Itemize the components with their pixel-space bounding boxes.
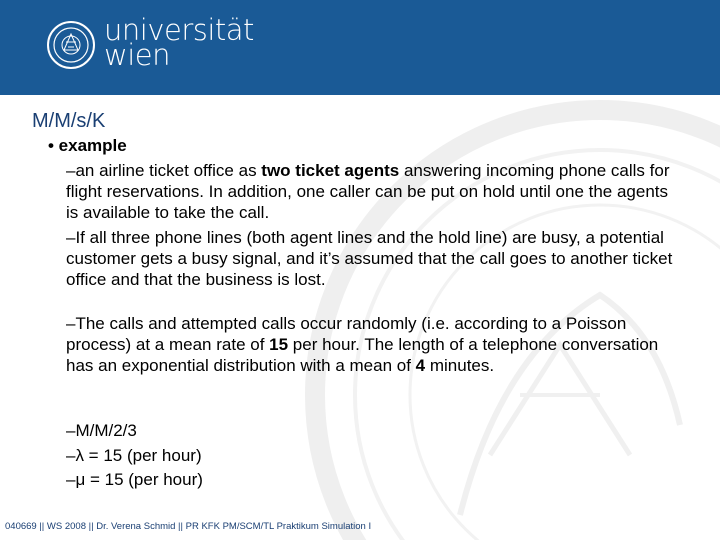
mu-line: –μ = 15 (per hour) xyxy=(66,470,203,489)
slide-title: M/M/s/K xyxy=(32,110,106,132)
para3-bold-mean: 4 xyxy=(415,356,426,375)
paragraph-busy-lines: –If all three phone lines (both agent lines and the hold line) are busy, a potential customer gets a busy signal, and it’s assumed that the call goes to another ticket office and that the business is lost. xyxy=(66,228,673,289)
university-seal-icon xyxy=(46,20,96,70)
para3-middle: per hour. The length of a telephone conversation has an exponential distribution with a mean of xyxy=(66,335,659,375)
paragraph-poisson xyxy=(66,313,676,376)
paragraph-ticket-office xyxy=(66,160,676,223)
para3-prefix: –The calls and attempted calls occur randomly (i.e. according to a Poisson process) at a mean rate of xyxy=(66,314,627,354)
lambda-line: –λ = 15 (per hour) xyxy=(66,446,202,465)
footer-text: 040669 || WS 2008 || Dr. Verena Schmid || PR KFK PM/SCM/TL Praktikum Simulation I xyxy=(5,521,372,532)
header-bar xyxy=(0,0,720,95)
para3-bold-rate: 15 xyxy=(269,335,289,354)
para3-suffix: minutes. xyxy=(425,356,495,375)
university-logo xyxy=(104,13,254,72)
logo-line-2: wien xyxy=(104,38,170,72)
model-notation: –M/M/2/3 xyxy=(66,421,137,440)
bullet-example: • example xyxy=(48,136,127,155)
para1-suffix: answering incoming phone calls for flight reservations. In addition, one caller can be put on hold until one the agents is available to take the call. xyxy=(66,161,670,222)
logo-line-1: universität xyxy=(104,13,254,47)
para1-prefix: –an airline ticket office as xyxy=(66,161,262,180)
para1-bold: two ticket agents xyxy=(261,161,400,180)
